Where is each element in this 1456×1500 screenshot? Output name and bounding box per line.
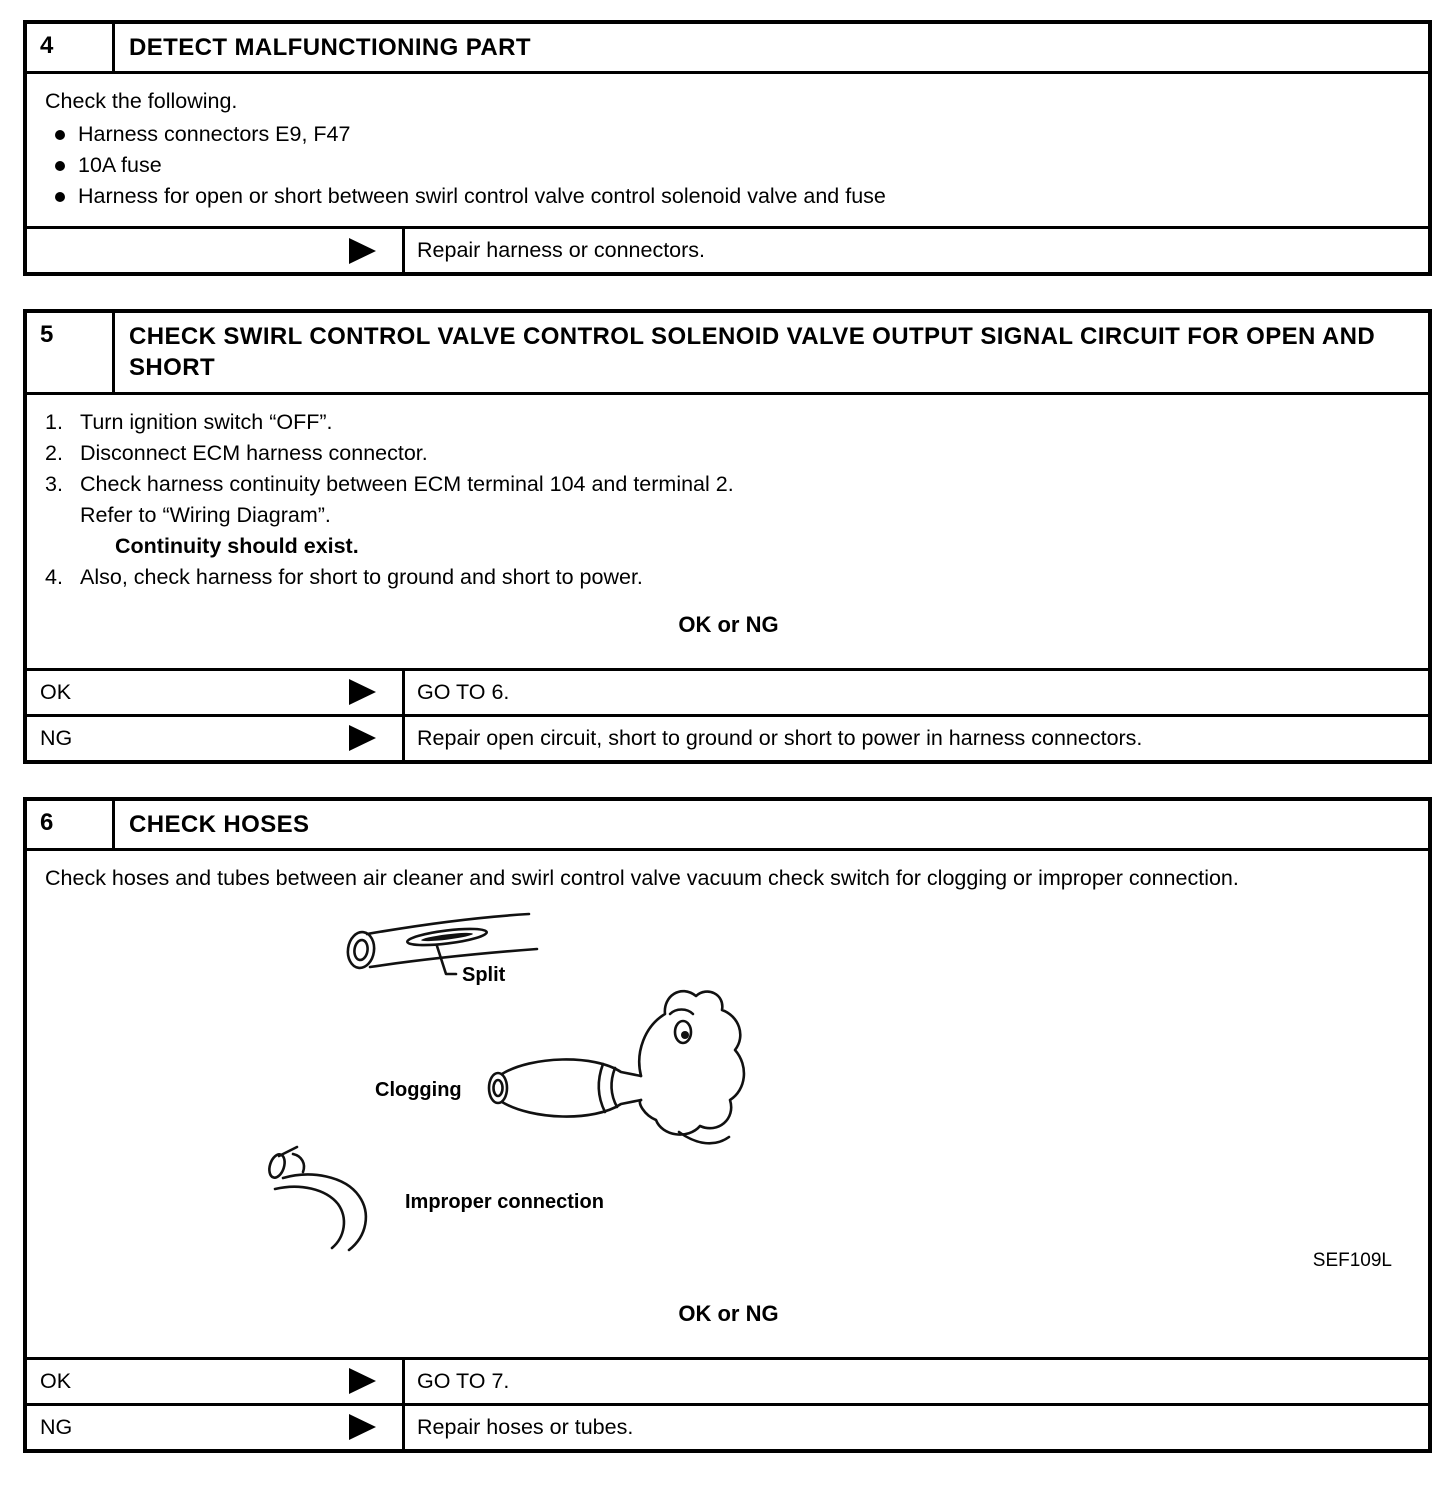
result-action: Repair hoses or tubes. <box>417 1414 634 1439</box>
result-row-ng <box>27 714 1428 760</box>
section-title: DETECT MALFUNCTIONING PART <box>129 34 531 61</box>
decision-label: OK or NG <box>678 611 779 637</box>
step-number: 3. <box>45 471 63 496</box>
section-5 <box>23 309 1432 763</box>
step-emphasis <box>45 531 1412 562</box>
list-item <box>45 119 1412 150</box>
step-text: Also, check harness for short to ground and short to power. <box>80 564 643 589</box>
result-label-cell <box>27 671 405 714</box>
bullet-text: Harness for open or short between swirl control valve control solenoid valve and fuse <box>78 184 886 209</box>
step-subline <box>45 500 1412 531</box>
step <box>45 407 1412 438</box>
decision-label: OK or NG <box>678 1300 779 1326</box>
section-number: 6 <box>27 801 115 848</box>
step-number: 4. <box>45 564 63 589</box>
bullet-text: Harness connectors E9, F47 <box>78 122 351 147</box>
list-item <box>45 181 1412 212</box>
figure-label-improper-connection: Improper connection <box>404 1190 604 1213</box>
improper-connection-hose-drawing <box>266 1147 365 1250</box>
clogged-hose-drawing <box>489 991 744 1143</box>
figure-code: SEF109L <box>1312 1249 1392 1271</box>
step <box>45 438 1412 469</box>
step-number <box>45 531 80 562</box>
result-action: Repair open circuit, short to ground or short to power in harness connectors. <box>417 725 1143 750</box>
bullet-icon <box>55 161 65 171</box>
step-number: 1. <box>45 409 63 434</box>
section-4-body <box>27 74 1428 226</box>
bullet-icon <box>55 192 65 202</box>
section-number: 5 <box>27 313 115 391</box>
result-row-ng <box>27 1403 1428 1449</box>
result-row-ok <box>27 1357 1428 1403</box>
section-6 <box>23 797 1432 1453</box>
section-number: 4 <box>27 24 115 71</box>
step-number <box>45 500 80 531</box>
step-text: Refer to “Wiring Diagram”. <box>80 502 331 527</box>
bullet-list <box>45 119 1412 212</box>
step <box>45 562 1412 593</box>
result-label: NG <box>40 725 73 750</box>
section-title: CHECK HOSES <box>129 810 310 838</box>
section-4-header <box>27 24 1428 74</box>
result-label: NG <box>40 1414 73 1439</box>
hose-figure <box>45 904 1412 1282</box>
result-label-cell <box>27 229 405 272</box>
figure-label-split: Split <box>461 963 505 986</box>
result-action: GO TO 7. <box>417 1368 510 1393</box>
result-label: OK <box>40 679 72 704</box>
step-text-bold: Continuity should exist. <box>115 533 359 558</box>
result-label-cell <box>27 717 405 760</box>
result-row-ok <box>27 668 1428 714</box>
intro-text: Check the following. <box>45 89 238 114</box>
section-6-header <box>27 801 1428 851</box>
figure-label-clogging: Clogging <box>374 1078 462 1101</box>
step-text: Disconnect ECM harness connector. <box>80 440 428 465</box>
result-label-cell <box>27 1360 405 1403</box>
section-6-body <box>27 851 1428 1357</box>
arrow-right-icon <box>349 679 376 705</box>
result-label: OK <box>40 1368 72 1393</box>
split-tube-drawing <box>345 914 536 974</box>
arrow-right-icon <box>349 725 376 751</box>
result-row <box>27 226 1428 272</box>
bullet-icon <box>55 130 65 140</box>
step-text: Check harness continuity between ECM terminal 104 and terminal 2. <box>80 471 734 496</box>
section-5-body <box>27 395 1428 668</box>
arrow-right-icon <box>349 1414 376 1440</box>
step <box>45 469 1412 500</box>
result-action: Repair harness or connectors. <box>417 238 706 263</box>
section-4 <box>23 20 1432 276</box>
result-label-cell <box>27 1406 405 1449</box>
arrow-right-icon <box>349 238 376 264</box>
step-text: Turn ignition switch “OFF”. <box>80 409 333 434</box>
hose-illustration <box>249 904 1209 1276</box>
arrow-right-icon <box>349 1368 376 1394</box>
step-number: 2. <box>45 440 63 465</box>
list-item <box>45 150 1412 181</box>
body-text: Check hoses and tubes between air cleaner and swirl control valve vacuum check switch for clogging or improper connection. <box>45 865 1239 890</box>
section-title: CHECK SWIRL CONTROL VALVE CONTROL SOLENOID VALVE OUTPUT SIGNAL CIRCUIT FOR OPEN AND SHORT <box>129 323 1376 382</box>
bullet-text: 10A fuse <box>78 153 162 178</box>
section-5-header <box>27 313 1428 394</box>
result-action: GO TO 6. <box>417 679 510 704</box>
